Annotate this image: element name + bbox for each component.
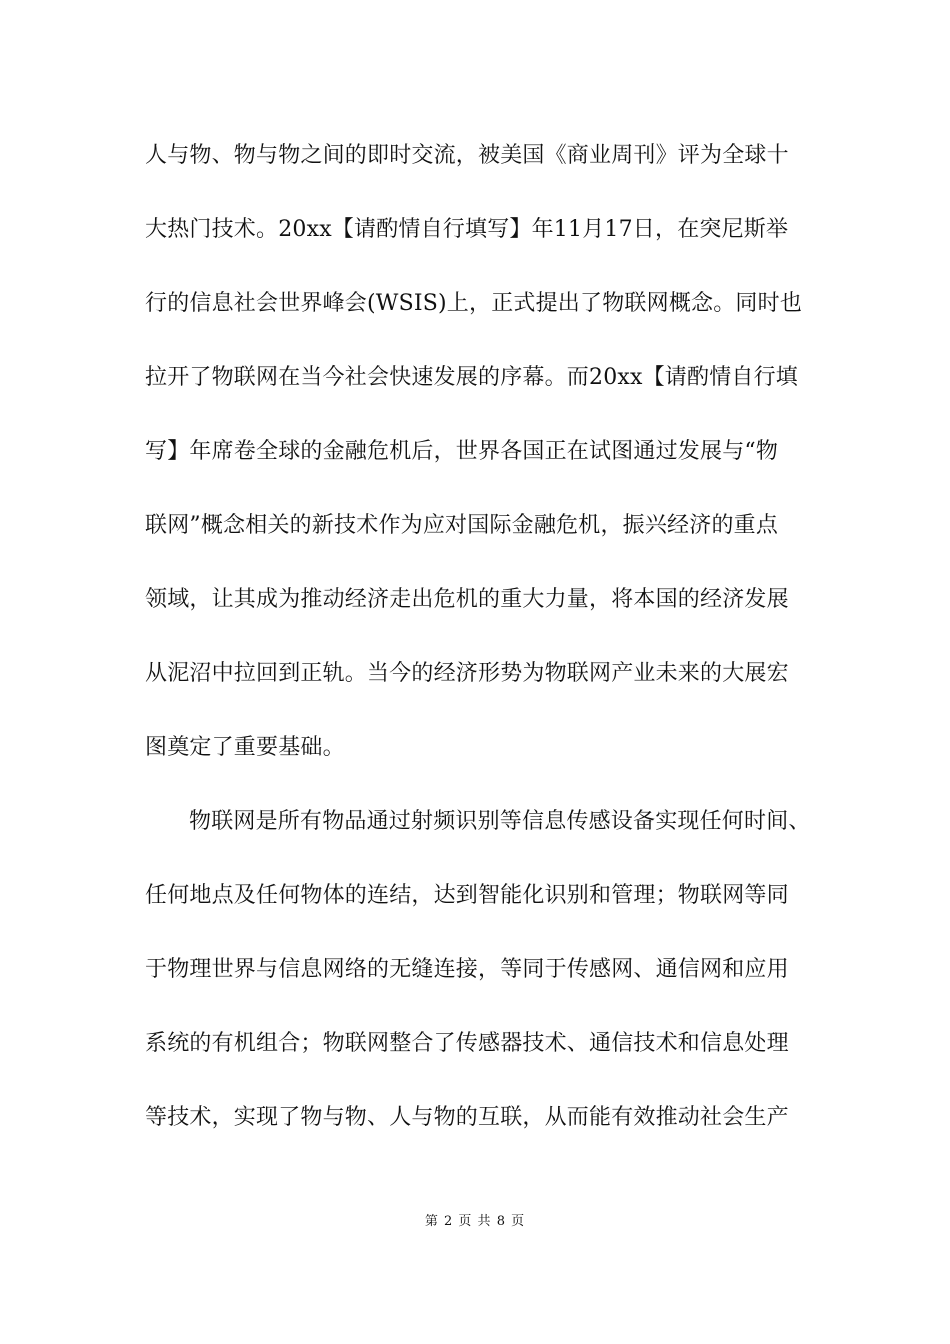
paragraph-1-line-4: 拉开了物联网在当今社会快速发展的序幕。而20xx【请酌情自行填 — [145, 365, 799, 390]
paragraph-1-line-5: 写】年席卷全球的金融危机后，世界各国正在试图通过发展与“物 — [145, 439, 779, 464]
paragraph-1-line-8: 从泥沼中拉回到正轨。当今的经济形势为物联网产业未来的大展宏 — [145, 661, 789, 686]
paragraph-1-line-7: 领域，让其成为推动经济走出危机的重大力量，将本国的经济发展 — [145, 587, 789, 612]
paragraph-1-line-2: 大热门技术。20xx【请酌情自行填写】年11月17日，在突尼斯举 — [145, 217, 789, 242]
paragraph-2-line-2: 任何地点及任何物体的连结，达到智能化识别和管理；物联网等同 — [145, 883, 789, 908]
page-number-footer: 第 2 页 共 8 页 — [424, 1214, 526, 1229]
paragraph-2-line-4: 系统的有机组合；物联网整合了传感器技术、通信技术和信息处理 — [145, 1031, 789, 1056]
paragraph-1-line-9: 图奠定了重要基础。 — [145, 735, 345, 760]
paragraph-1-line-6: 联网”概念相关的新技术作为应对国际金融危机，振兴经济的重点 — [145, 513, 779, 538]
paragraph-2-line-5: 等技术，实现了物与物、人与物的互联，从而能有效推动社会生产 — [145, 1105, 789, 1130]
paragraph-1-line-1: 人与物、物与物之间的即时交流，被美国《商业周刊》评为全球十 — [145, 143, 789, 168]
paragraph-1-line-3: 行的信息社会世界峰会(WSIS)上，正式提出了物联网概念。同时也 — [145, 291, 803, 316]
paragraph-2-line-3: 于物理世界与信息网络的无缝连接，等同于传感网、通信网和应用 — [145, 957, 789, 982]
paragraph-2-line-1: 物联网是所有物品通过射频识别等信息传感设备实现任何时间、 — [189, 809, 811, 834]
